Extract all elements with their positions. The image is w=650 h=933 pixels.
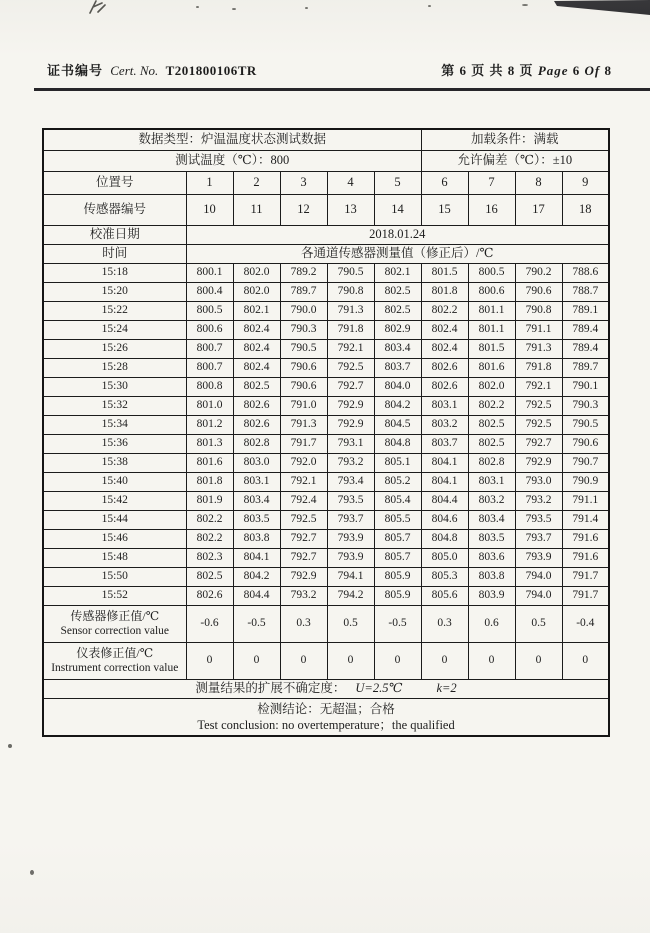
measurement-cell: 790.5 xyxy=(327,263,374,282)
measurement-cell: 802.3 xyxy=(186,548,233,567)
conclusion-cell xyxy=(43,698,609,736)
measurement-cell: 804.0 xyxy=(374,377,421,396)
measurement-cell: 790.8 xyxy=(515,301,562,320)
sensor-number-cell: 12 xyxy=(280,194,327,225)
measurement-cell: 793.0 xyxy=(515,472,562,491)
scan-speck xyxy=(232,8,236,10)
test-temperature-cell: 测试温度（℃）：800 xyxy=(43,150,421,171)
time-cell: 15:52 xyxy=(43,586,186,605)
measurement-cell: 791.6 xyxy=(562,529,609,548)
measurement-cell: 802.1 xyxy=(233,301,280,320)
measurement-cell: 791.3 xyxy=(515,339,562,358)
position-cell: 7 xyxy=(468,171,515,194)
position-cell: 3 xyxy=(280,171,327,194)
measurement-cell: 800.5 xyxy=(186,301,233,320)
measurement-cell: 803.6 xyxy=(468,548,515,567)
measurement-cell: 801.6 xyxy=(468,358,515,377)
reading-row xyxy=(43,396,609,415)
measurement-cell: 790.6 xyxy=(515,282,562,301)
reading-row xyxy=(43,586,609,605)
time-cell: 15:50 xyxy=(43,567,186,586)
measurement-cell: 802.4 xyxy=(233,320,280,339)
measurement-cell: 802.0 xyxy=(233,282,280,301)
instrument-correction-cell: 0 xyxy=(327,642,374,679)
sensor-correction-label-cell xyxy=(43,605,186,642)
measurement-cell: 790.6 xyxy=(280,377,327,396)
instrument-correction-row xyxy=(43,642,609,679)
reading-row xyxy=(43,453,609,472)
measurement-cell: 803.4 xyxy=(374,339,421,358)
measurement-cell: 792.7 xyxy=(327,377,374,396)
time-cell: 15:38 xyxy=(43,453,186,472)
measurement-cell: 804.1 xyxy=(233,548,280,567)
sensor-correction-row xyxy=(43,605,609,642)
scan-speck xyxy=(30,870,34,875)
sensor-number-cell: 16 xyxy=(468,194,515,225)
measurement-cell: 801.3 xyxy=(186,434,233,453)
measurement-cell: 792.9 xyxy=(327,415,374,434)
measurement-cell: 792.7 xyxy=(280,548,327,567)
position-cell: 9 xyxy=(562,171,609,194)
reading-row xyxy=(43,301,609,320)
measurement-cell: 792.5 xyxy=(280,510,327,529)
measurement-cell: 790.3 xyxy=(562,396,609,415)
measurement-cell: 792.5 xyxy=(327,358,374,377)
reading-row xyxy=(43,358,609,377)
measurement-cell: 805.1 xyxy=(374,453,421,472)
time-cell: 15:42 xyxy=(43,491,186,510)
measurement-cell: 789.1 xyxy=(562,301,609,320)
reading-row xyxy=(43,339,609,358)
measurement-cell: 805.3 xyxy=(421,567,468,586)
measurement-cell: 790.7 xyxy=(562,453,609,472)
instrument-correction-cell: 0 xyxy=(421,642,468,679)
measurement-cell: 803.1 xyxy=(421,396,468,415)
position-cell: 6 xyxy=(421,171,468,194)
measurement-cell: 792.1 xyxy=(327,339,374,358)
cert-number-value: T201800106TR xyxy=(165,63,257,78)
position-cell: 2 xyxy=(233,171,280,194)
sensor-number-cell: 13 xyxy=(327,194,374,225)
position-label-cell: 位置号 xyxy=(43,171,186,194)
measurement-cell: 792.7 xyxy=(515,434,562,453)
measurement-cell: 794.0 xyxy=(515,586,562,605)
measurement-cell: 801.1 xyxy=(468,320,515,339)
measurement-cell: 793.7 xyxy=(327,510,374,529)
sensor-number-cell: 11 xyxy=(233,194,280,225)
sensor-label-cell: 传感器编号 xyxy=(43,194,186,225)
measurement-cell: 802.6 xyxy=(233,415,280,434)
page-info-en-of: Of xyxy=(584,63,601,78)
certificate-number xyxy=(47,60,257,79)
measurement-cell: 804.6 xyxy=(421,510,468,529)
measurement-cell: 789.2 xyxy=(280,263,327,282)
scan-speck xyxy=(305,7,308,9)
sensor-number-cell: 15 xyxy=(421,194,468,225)
measurement-cell: 802.4 xyxy=(233,339,280,358)
measurement-cell: 791.8 xyxy=(327,320,374,339)
measurement-cell: 802.6 xyxy=(421,358,468,377)
page-info-en-num: 6 xyxy=(572,63,581,78)
sensor-number-cell: 10 xyxy=(186,194,233,225)
measurement-cell: 805.5 xyxy=(374,510,421,529)
measurement-cell: 790.0 xyxy=(280,301,327,320)
page-info-en-label: Page xyxy=(537,63,569,78)
measurement-cell: 794.1 xyxy=(327,567,374,586)
measurement-cell: 793.9 xyxy=(327,529,374,548)
measurement-cell: 790.6 xyxy=(280,358,327,377)
measurement-cell: 805.0 xyxy=(421,548,468,567)
measurement-cell: 802.4 xyxy=(421,339,468,358)
sensor-correction-label-en: Sensor correction value xyxy=(60,624,170,637)
measurement-cell: 792.7 xyxy=(280,529,327,548)
measurement-cell: 803.4 xyxy=(233,491,280,510)
sensor-number-cell: 18 xyxy=(562,194,609,225)
measurement-cell: 801.8 xyxy=(421,282,468,301)
measurement-cell: 802.0 xyxy=(233,263,280,282)
measurement-cell: 791.3 xyxy=(327,301,374,320)
measurement-cell: 804.1 xyxy=(421,453,468,472)
conclusion-zh: 检测结论：无超温；合格 xyxy=(257,701,395,716)
measurement-cell: 803.1 xyxy=(468,472,515,491)
measurement-cell: 802.6 xyxy=(186,586,233,605)
measurement-cell: 790.3 xyxy=(280,320,327,339)
measurement-cell: 801.0 xyxy=(186,396,233,415)
scan-speck xyxy=(196,6,199,8)
sensor-correction-cell: 0.5 xyxy=(327,605,374,642)
scan-speck xyxy=(8,744,12,748)
measurement-cell: 793.4 xyxy=(327,472,374,491)
time-cell: 15:32 xyxy=(43,396,186,415)
sensor-correction-cell: -0.4 xyxy=(562,605,609,642)
reading-row xyxy=(43,282,609,301)
measurement-cell: 791.1 xyxy=(515,320,562,339)
reading-row xyxy=(43,472,609,491)
measurement-cell: 793.9 xyxy=(327,548,374,567)
sensor-number-row xyxy=(43,194,609,225)
reading-row xyxy=(43,548,609,567)
instrument-correction-cell: 0 xyxy=(233,642,280,679)
measurement-cell: 800.7 xyxy=(186,358,233,377)
time-cell: 15:18 xyxy=(43,263,186,282)
measurement-cell: 800.4 xyxy=(186,282,233,301)
reading-row xyxy=(43,510,609,529)
measurement-cell: 792.9 xyxy=(280,567,327,586)
calibration-date-cell: 2018.01.24 xyxy=(186,225,609,244)
measurement-cell: 800.5 xyxy=(468,263,515,282)
measurement-cell: 805.7 xyxy=(374,548,421,567)
instrument-correction-label-en: Instrument correction value xyxy=(51,661,179,674)
page-info-en-total: 8 xyxy=(604,63,612,78)
measurement-cell: 792.1 xyxy=(515,377,562,396)
measurement-cell: 792.1 xyxy=(280,472,327,491)
reading-row xyxy=(43,377,609,396)
measurement-cell: 790.6 xyxy=(562,434,609,453)
measurement-cell: 805.2 xyxy=(374,472,421,491)
reading-row xyxy=(43,491,609,510)
meta-row-datatype xyxy=(43,129,609,150)
measurement-cell: 792.0 xyxy=(280,453,327,472)
measurement-cell: 790.9 xyxy=(562,472,609,491)
measurement-cell: 791.7 xyxy=(280,434,327,453)
uncertainty-cell xyxy=(43,679,609,698)
scan-speck xyxy=(428,5,431,7)
position-cell: 5 xyxy=(374,171,421,194)
measurement-cell: 791.3 xyxy=(280,415,327,434)
measurement-cell: 805.6 xyxy=(421,586,468,605)
measurement-cell: 791.4 xyxy=(562,510,609,529)
instrument-correction-label-cell xyxy=(43,642,186,679)
measurement-cell: 800.7 xyxy=(186,339,233,358)
instrument-correction-cell: 0 xyxy=(280,642,327,679)
header-divider-line xyxy=(34,88,650,91)
instrument-correction-cell: 0 xyxy=(515,642,562,679)
time-label-cell: 时间 xyxy=(43,244,186,263)
sensor-correction-cell: 0.3 xyxy=(421,605,468,642)
handwriting-mark xyxy=(86,0,126,16)
measurement-cell: 794.0 xyxy=(515,567,562,586)
measurement-cell: 802.8 xyxy=(233,434,280,453)
measurement-cell: 803.7 xyxy=(421,434,468,453)
measurement-cell: 792.5 xyxy=(515,396,562,415)
calibration-row xyxy=(43,225,609,244)
measurement-cell: 790.2 xyxy=(515,263,562,282)
measurement-cell: 793.2 xyxy=(280,586,327,605)
measurement-cell: 801.6 xyxy=(186,453,233,472)
measurement-cell: 804.2 xyxy=(233,567,280,586)
sensor-correction-label-zh: 传感器修正值/℃ xyxy=(70,608,160,623)
measurement-cell: 803.7 xyxy=(374,358,421,377)
sensor-number-cell: 17 xyxy=(515,194,562,225)
measurement-cell: 791.1 xyxy=(562,491,609,510)
measurement-cell: 801.1 xyxy=(468,301,515,320)
time-cell: 15:36 xyxy=(43,434,186,453)
reading-row xyxy=(43,415,609,434)
measurement-cell: 792.4 xyxy=(280,491,327,510)
allowed-deviation-cell: 允许偏差（℃）：±10 xyxy=(421,150,609,171)
measurement-cell: 805.9 xyxy=(374,567,421,586)
measurement-cell: 803.5 xyxy=(468,529,515,548)
measurement-cell: 805.4 xyxy=(374,491,421,510)
measurement-cell: 803.2 xyxy=(468,491,515,510)
measurement-cell: 802.4 xyxy=(233,358,280,377)
channels-header-cell: 各通道传感器测量值（修正后）/℃ xyxy=(186,244,609,263)
measurement-cell: 792.5 xyxy=(515,415,562,434)
scan-speck xyxy=(522,4,528,6)
page-number-info xyxy=(441,60,612,79)
time-header-row xyxy=(43,244,609,263)
measurement-cell: 802.1 xyxy=(374,263,421,282)
reading-row xyxy=(43,320,609,339)
page-header xyxy=(47,60,612,79)
measurement-cell: 788.7 xyxy=(562,282,609,301)
time-cell: 15:40 xyxy=(43,472,186,491)
measurement-cell: 805.9 xyxy=(374,586,421,605)
measurement-cell: 802.2 xyxy=(421,301,468,320)
measurement-cell: 789.7 xyxy=(280,282,327,301)
measurement-cell: 803.4 xyxy=(468,510,515,529)
measurement-cell: 803.2 xyxy=(421,415,468,434)
measurement-cell: 804.5 xyxy=(374,415,421,434)
measurement-cell: 791.7 xyxy=(562,567,609,586)
load-condition-cell: 加载条件：满载 xyxy=(421,129,609,150)
conclusion-row xyxy=(43,698,609,736)
reading-row xyxy=(43,263,609,282)
measurement-cell: 802.5 xyxy=(374,301,421,320)
sensor-correction-cell: 0.6 xyxy=(468,605,515,642)
measurement-cell: 803.5 xyxy=(233,510,280,529)
measurement-cell: 801.5 xyxy=(421,263,468,282)
measurement-cell: 789.7 xyxy=(562,358,609,377)
measurement-cell: 804.4 xyxy=(421,491,468,510)
measurement-cell: 804.1 xyxy=(421,472,468,491)
measurement-cell: 804.8 xyxy=(421,529,468,548)
time-cell: 15:26 xyxy=(43,339,186,358)
reading-row xyxy=(43,567,609,586)
meta-row-temperature xyxy=(43,150,609,171)
reading-row xyxy=(43,529,609,548)
measurement-cell: 802.5 xyxy=(186,567,233,586)
measurement-cell: 802.5 xyxy=(374,282,421,301)
measurement-cell: 794.2 xyxy=(327,586,374,605)
data-type-cell: 数据类型：炉温温度状态测试数据 xyxy=(43,129,421,150)
instrument-correction-cell: 0 xyxy=(374,642,421,679)
measurement-cell: 800.6 xyxy=(468,282,515,301)
measurement-cell: 804.4 xyxy=(233,586,280,605)
sensor-correction-cell: 0.3 xyxy=(280,605,327,642)
calibration-label-cell: 校准日期 xyxy=(43,225,186,244)
measurement-cell: 802.5 xyxy=(233,377,280,396)
measurement-cell: 789.4 xyxy=(562,339,609,358)
measurement-cell: 791.8 xyxy=(515,358,562,377)
measurement-cell: 789.4 xyxy=(562,320,609,339)
measurement-cell: 800.8 xyxy=(186,377,233,396)
position-cell: 8 xyxy=(515,171,562,194)
time-cell: 15:20 xyxy=(43,282,186,301)
measurement-cell: 803.9 xyxy=(468,586,515,605)
measurement-cell: 788.6 xyxy=(562,263,609,282)
measurement-cell: 791.0 xyxy=(280,396,327,415)
conclusion-en: Test conclusion: no overtemperature；the qualified xyxy=(197,717,455,732)
sensor-correction-cell: -0.5 xyxy=(233,605,280,642)
uncertainty-row xyxy=(43,679,609,698)
measurement-cell: 802.6 xyxy=(233,396,280,415)
cert-label-zh: 证书编号 xyxy=(47,63,104,78)
measurement-cell: 792.9 xyxy=(327,396,374,415)
measurement-cell: 793.2 xyxy=(515,491,562,510)
measurement-cell: 801.9 xyxy=(186,491,233,510)
measurement-cell: 802.2 xyxy=(186,529,233,548)
measurement-cell: 801.2 xyxy=(186,415,233,434)
time-cell: 15:46 xyxy=(43,529,186,548)
measurement-cell: 790.1 xyxy=(562,377,609,396)
sensor-correction-cell: 0.5 xyxy=(515,605,562,642)
time-cell: 15:24 xyxy=(43,320,186,339)
position-row xyxy=(43,171,609,194)
measurement-cell: 802.2 xyxy=(468,396,515,415)
measurement-cell: 803.1 xyxy=(233,472,280,491)
measurement-cell: 793.2 xyxy=(327,453,374,472)
test-data-table xyxy=(42,128,610,737)
instrument-correction-cell: 0 xyxy=(468,642,515,679)
measurement-cell: 805.7 xyxy=(374,529,421,548)
uncertainty-prefix: 测量结果的扩展不确定度： xyxy=(195,680,346,695)
time-cell: 15:48 xyxy=(43,548,186,567)
measurement-cell: 803.8 xyxy=(468,567,515,586)
measurement-cell: 802.4 xyxy=(421,320,468,339)
measurement-cell: 800.6 xyxy=(186,320,233,339)
time-cell: 15:44 xyxy=(43,510,186,529)
measurement-cell: 790.5 xyxy=(562,415,609,434)
measurement-cell: 804.8 xyxy=(374,434,421,453)
position-cell: 1 xyxy=(186,171,233,194)
page-info-zh: 第 6 页 共 8 页 xyxy=(441,63,534,78)
instrument-correction-label-zh: 仪表修正值/℃ xyxy=(76,645,154,660)
measurement-cell: 793.5 xyxy=(515,510,562,529)
measurement-cell: 802.2 xyxy=(186,510,233,529)
measurement-cell: 802.9 xyxy=(374,320,421,339)
measurement-cell: 804.2 xyxy=(374,396,421,415)
position-cell: 4 xyxy=(327,171,374,194)
measurement-cell: 802.6 xyxy=(421,377,468,396)
cert-label-en: Cert. No. xyxy=(110,63,159,78)
measurement-cell: 802.5 xyxy=(468,415,515,434)
sensor-correction-cell: -0.6 xyxy=(186,605,233,642)
measurement-cell: 791.7 xyxy=(562,586,609,605)
measurement-cell: 791.6 xyxy=(562,548,609,567)
scan-corner-shadow xyxy=(554,0,650,16)
sensor-number-cell: 14 xyxy=(374,194,421,225)
sensor-correction-cell: -0.5 xyxy=(374,605,421,642)
measurement-cell: 800.1 xyxy=(186,263,233,282)
measurement-cell: 792.9 xyxy=(515,453,562,472)
measurement-cell: 803.8 xyxy=(233,529,280,548)
time-cell: 15:28 xyxy=(43,358,186,377)
measurement-cell: 793.5 xyxy=(327,491,374,510)
time-cell: 15:30 xyxy=(43,377,186,396)
reading-row xyxy=(43,434,609,453)
instrument-correction-cell: 0 xyxy=(186,642,233,679)
measurement-cell: 793.1 xyxy=(327,434,374,453)
measurement-cell: 790.5 xyxy=(280,339,327,358)
time-cell: 15:34 xyxy=(43,415,186,434)
uncertainty-k-value: k=2 xyxy=(436,680,457,695)
measurement-cell: 790.8 xyxy=(327,282,374,301)
measurement-cell: 802.0 xyxy=(468,377,515,396)
measurement-cell: 801.5 xyxy=(468,339,515,358)
scan-artifacts xyxy=(0,0,650,24)
time-cell: 15:22 xyxy=(43,301,186,320)
instrument-correction-cell: 0 xyxy=(562,642,609,679)
measurement-cell: 802.8 xyxy=(468,453,515,472)
uncertainty-u-value: U=2.5℃ xyxy=(355,680,403,695)
measurement-cell: 803.0 xyxy=(233,453,280,472)
measurement-cell: 802.5 xyxy=(468,434,515,453)
measurement-cell: 801.8 xyxy=(186,472,233,491)
measurement-cell: 793.9 xyxy=(515,548,562,567)
measurement-cell: 793.7 xyxy=(515,529,562,548)
